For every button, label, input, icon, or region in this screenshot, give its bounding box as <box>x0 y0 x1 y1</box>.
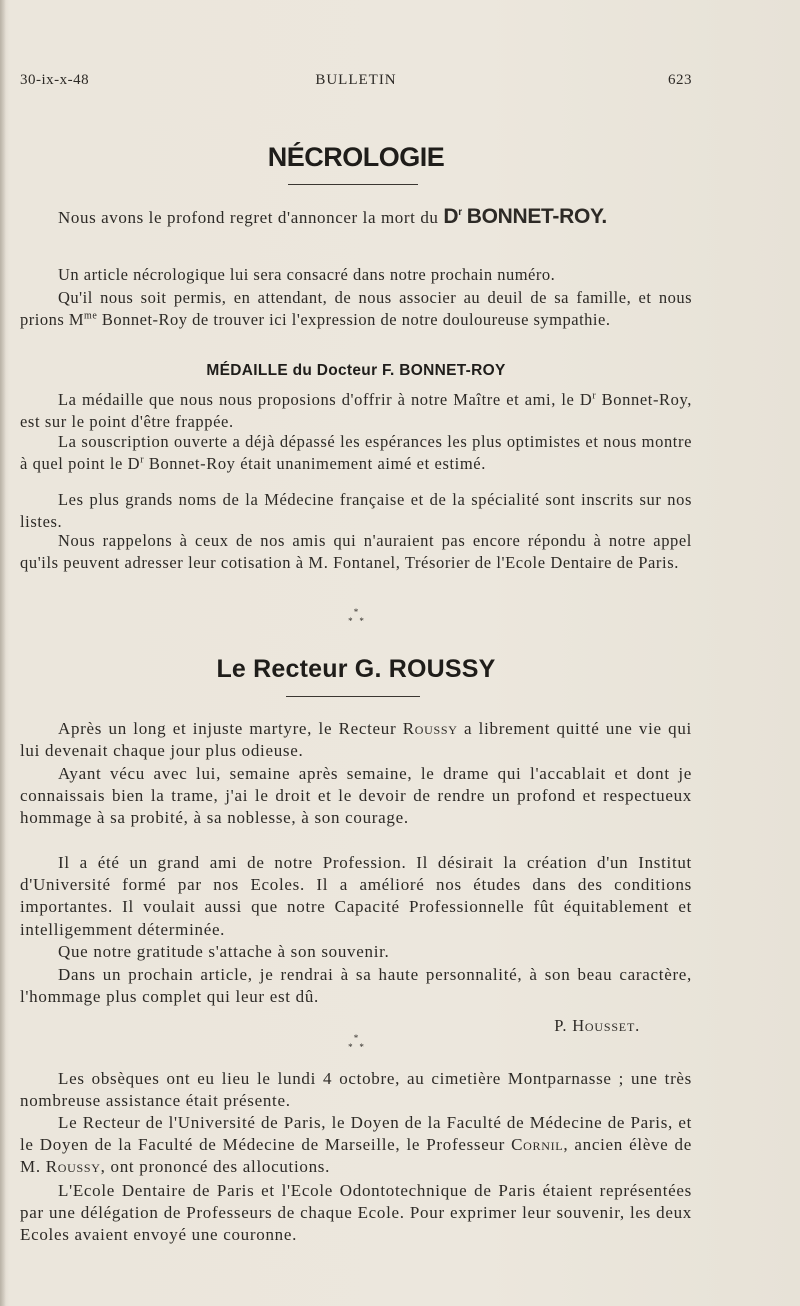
person-name: Roussy <box>402 719 458 738</box>
roussy-paragraph-1: Après un long et injuste martyre, le Recteur Roussy a librement quitté une vie qui lui devenait chaque jour plus odieuse. <box>20 719 692 761</box>
person-name: Roussy <box>45 1157 101 1177</box>
author-signature: P. Housset. <box>554 1016 640 1035</box>
medaille-paragraph-3: Les plus grands noms de la Médecine française et de la spécialité sont inscrits sur nos listes. <box>20 490 692 531</box>
necrologie-paragraph-2: Un article nécrologique lui sera consacré dans notre prochain numéro. <box>58 265 556 284</box>
obseques-paragraph-1: Les obsèques ont eu lieu le lundi 4 octobre, au cimetière Montparnasse ; une très nombreuse assistance était présente. <box>20 1069 692 1111</box>
medaille-title: MÉDAILLE du Docteur F. BONNET-ROY <box>206 362 506 379</box>
header-date: 30-ix-x-48 <box>20 72 90 88</box>
roussy-paragraph-3: Il a été un grand ami de notre Profession. Il désirait la création d'un Institut d'Université formé par nos Ecoles. Il a amélioré nos études dans des conditions importantes. Il voulait aussi que notre Capacité Professionnelle fût équitablement et intelligemment déterminée. <box>20 853 692 939</box>
medaille-paragraph-2: La souscription ouverte a déjà dépassé les espérances les plus optimistes et nous montre à quel point le $D^r$ Bonnet-Roy était unanimement aimé et estimé. <box>20 432 692 473</box>
roussy-paragraph-4: Que notre gratitude s'attache à son souvenir. <box>58 942 390 961</box>
separator-star-top: * <box>353 607 359 617</box>
header-title: BULLETIN <box>315 72 397 88</box>
binding-shadow <box>0 0 6 1306</box>
necrologie-paragraph-1 <box>20 205 692 229</box>
obseques-paragraph-3: L'Ecole Dentaire de Paris et l'Ecole Odontotechnique de Paris étaient représentées par une délégation de Professeurs de chaque Ecole. Pour exprimer leur souvenir, les deux Ecoles avaient envoyé une couronne. <box>20 1181 692 1245</box>
separator-stars-bottom: * * <box>348 1042 364 1052</box>
necrologie-paragraph-3: Qu'il nous soit permis, en attendant, de nous associer au deuil de sa famille, et nous prions $M^{me}$ Bonnet-Roy de trouver ici l'expression de notre douloureuse sympathie. <box>20 288 692 329</box>
running-header <box>20 72 692 94</box>
section-separator <box>20 608 692 626</box>
title-rule <box>286 696 420 697</box>
medaille-paragraph-4: Nous rappelons à ceux de nos amis qui n'auraient pas encore répondu à notre appel qu'ils peuvent adresser leur cotisation à M. Fontanel, Trésorier de l'Ecole Dentaire de Paris. <box>20 531 692 572</box>
necrologie-title: NÉCROLOGIE <box>267 142 445 172</box>
title-rule <box>288 184 418 185</box>
roussy-title: Le Recteur G. ROUSSY <box>216 655 496 683</box>
roussy-paragraph-5: Dans un prochain article, je rendrai à sa haute personnalité, à son beau caractère, l'hommage plus complet qui leur est dû. <box>20 965 692 1007</box>
separator-stars-bottom: * * <box>348 616 364 626</box>
obseques-paragraph-2: Le Recteur de l'Université de Paris, le Doyen de la Faculté de Médecine de Paris, et le Doyen de la Faculté de Médecine de Marseille, le Professeur Cornil, ancien élève de M. Roussy, ont prononcé des allocutions. <box>20 1113 692 1177</box>
page-number: 623 <box>668 72 692 88</box>
section-separator <box>20 1034 692 1052</box>
dr-abbrev: $D^r$ <box>443 205 462 228</box>
separator-star-top: * <box>353 1033 359 1043</box>
person-name: Cornil <box>511 1135 564 1155</box>
necrologie-p1-text: Nous avons le profond regret d'annoncer la mort du <box>58 208 444 227</box>
medaille-paragraph-1: La médaille que nous nous proposions d'offrir à notre Maître et ami, le $D^r$ Bonnet-Roy, est sur le point d'être frappée. <box>20 390 692 431</box>
roussy-paragraph-2: Ayant vécu avec lui, semaine après semaine, le drame qui l'accablait et dont je connaissais bien la trame, j'ai le droit et le devoir de rendre un profond et respectueux hommage à sa probité, à sa noblesse, à son courage. <box>20 764 692 828</box>
deceased-name: BONNET-ROY. <box>466 205 607 228</box>
